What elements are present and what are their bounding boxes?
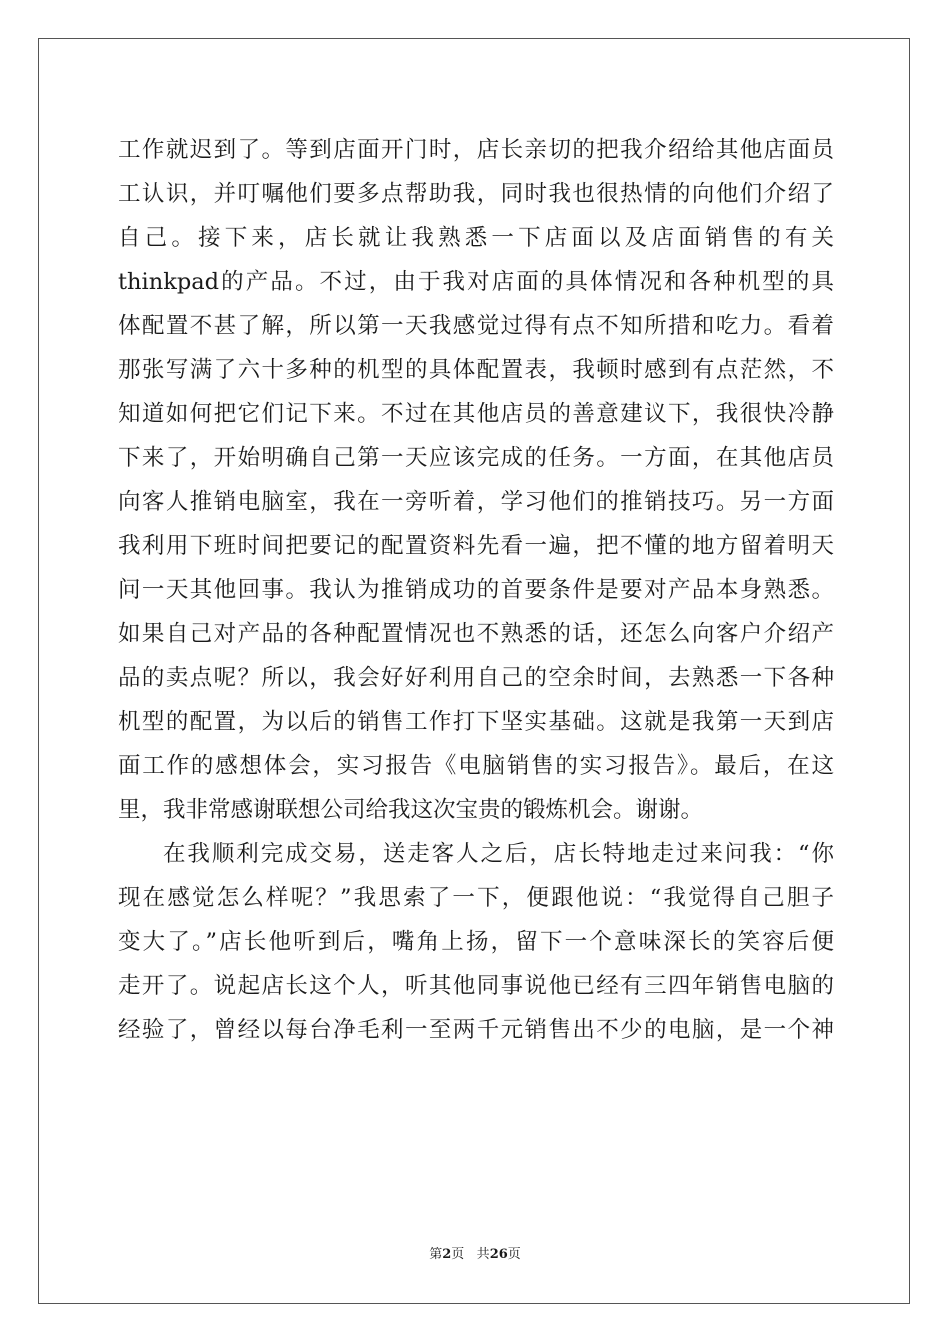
text-line-5: 体配置不甚了解，所以第一天我感觉过得有点不知所措和吃力。看着 <box>118 313 834 339</box>
text-line-18: 现在感觉怎么样呢？”我思索了一下，便跟他说：“我觉得自己胆子 <box>118 885 834 911</box>
text-line-21: 经验了，曾经以每台净毛利一至两千元销售出不少的电脑，是一个神 <box>118 1017 834 1043</box>
page-footer <box>0 1246 950 1264</box>
text-line-4: thinkpad的产品。不过，由于我对店面的具体情况和各种机型的具 <box>118 269 834 295</box>
text-line-8: 下来了，开始明确自己第一天应该完成的任务。一方面，在其他店员 <box>118 445 834 471</box>
total-suffix: 页 <box>507 1247 521 1262</box>
text-line-12: 如果自己对产品的各种配置情况也不熟悉的话，还怎么向客户介绍产 <box>118 621 834 647</box>
text-line-2: 工认识，并叮嘱他们要多点帮助我，同时我也很热情的向他们介绍了 <box>118 181 834 207</box>
text-line-13: 品的卖点呢？所以，我会好好利用自己的空余时间，去熟悉一下各种 <box>118 665 834 691</box>
page-suffix: 页 <box>451 1247 465 1262</box>
text-line-6: 那张写满了六十多种的机型的具体配置表，我顿时感到有点茫然，不 <box>118 357 834 383</box>
text-line-14: 机型的配置，为以后的销售工作打下坚实基础。这就是我第一天到店 <box>118 709 834 735</box>
text-line-16: 里，我非常感谢联想公司给我这次宝贵的锻炼机会。谢谢。 <box>118 797 704 823</box>
text-line-19: 变大了。”店长他听到后，嘴角上扬，留下一个意味深长的笑容后便 <box>118 929 834 955</box>
text-line-15: 面工作的感想体会，实习报告《电脑销售的实习报告》。最后，在这 <box>118 753 834 779</box>
text-line-9: 向客人推销电脑室，我在一旁听着，学习他们的推销技巧。另一方面 <box>118 489 834 515</box>
text-line-20: 走开了。说起店长这个人，听其他同事说他已经有三四年销售电脑的 <box>118 973 834 999</box>
total-pages: 26 <box>489 1247 508 1262</box>
total-prefix: 共 <box>476 1247 490 1262</box>
text-line-3: 自己。接下来，店长就让我熟悉一下店面以及店面销售的有关 <box>118 225 834 251</box>
text-line-7: 知道如何把它们记下来。不过在其他店员的善意建议下，我很快冷静 <box>118 401 834 427</box>
page-prefix: 第 <box>429 1247 443 1262</box>
text-line-10: 我利用下班时间把要记的配置资料先看一遍，把不懂的地方留着明天 <box>118 533 834 559</box>
text-line-1: 工作就迟到了。等到店面开门时，店长亲切的把我介绍给其他店面员 <box>118 137 834 163</box>
text-line-17: 在我顺利完成交易，送走客人之后，店长特地走过来问我：“你 <box>163 841 834 867</box>
document-body <box>118 128 834 1052</box>
page-number: 2 <box>442 1247 452 1262</box>
text-line-11: 问一天其他回事。我认为推销成功的首要条件是要对产品本身熟悉。 <box>118 577 834 603</box>
